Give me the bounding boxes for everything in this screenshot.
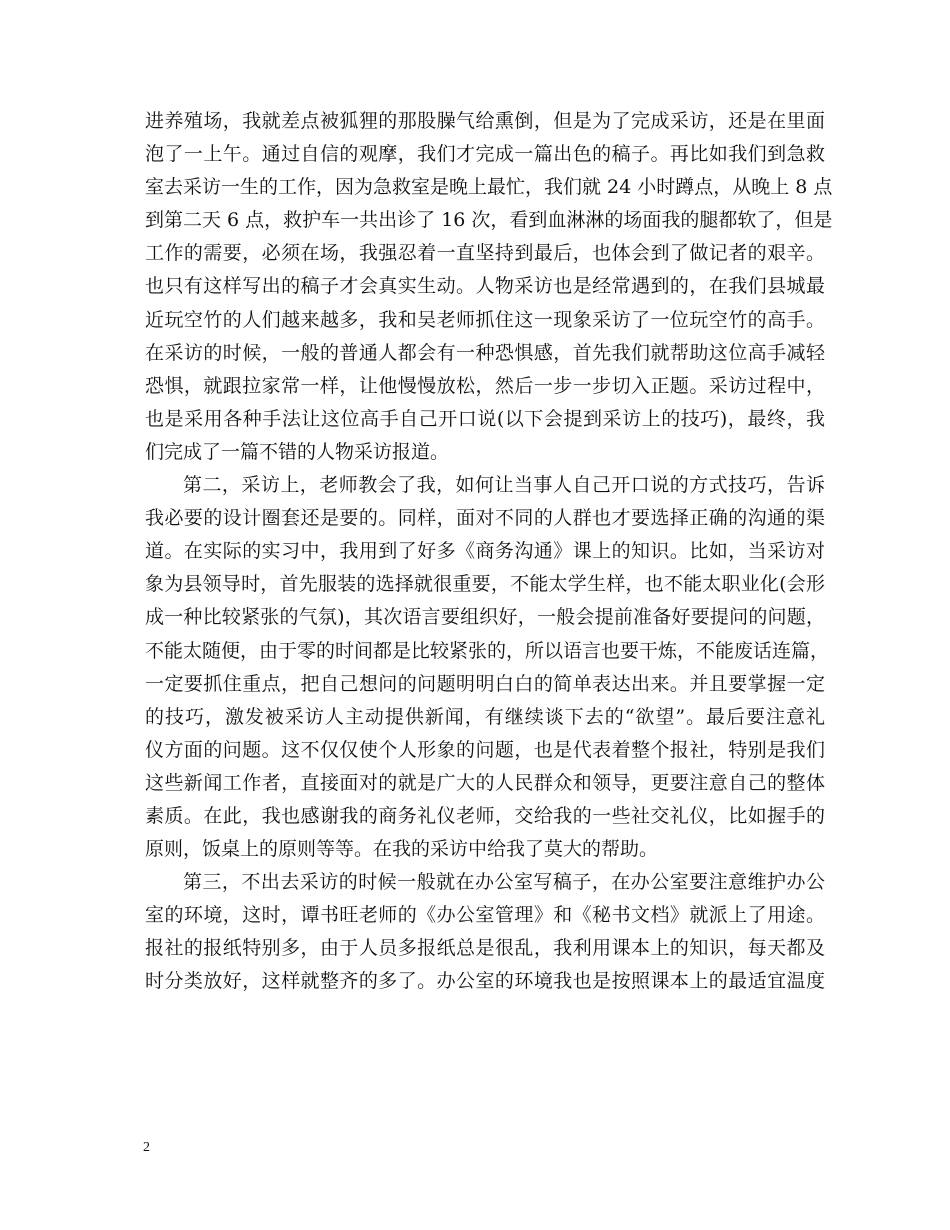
page-number: 2 xyxy=(143,1140,150,1155)
paragraph-first-line: 第二，采访上，老师教会了我，如何让当事人自己开口说的方式技巧，告诉 xyxy=(183,474,825,497)
text-line: 不能太随便，由于零的时间都是比较紧张的，所以语言也要干炼，不能废话连篇， xyxy=(145,639,830,662)
text-line: 仪方面的问题。这不仅仅使个人形象的问题，也是代表着整个报社，特别是我们 xyxy=(145,738,825,761)
text-line: 原则，饭桌上的原则等等。在我的采访中给我了莫大的帮助。 xyxy=(145,838,659,861)
text-line: 工作的需要，必须在场，我强忍着一直坚持到最后，也体会到了做记者的艰辛。 xyxy=(145,242,825,265)
text-line: 报社的报纸特别多，由于人员多报纸总是很乱，我利用课本上的知识，每天都及 xyxy=(145,937,825,960)
text-line: 室去采访一生的工作，因为急救室是晚上最忙，我们就 24 小时蹲点，从晚上 8 点 xyxy=(145,176,833,199)
text-line: 道。在实际的实习中，我用到了好多《商务沟通》课上的知识。比如，当采访对 xyxy=(145,540,825,563)
text-line: 近玩空竹的人们越来越多，我和吴老师抓住这一现象采访了一位玩空竹的高手。 xyxy=(145,308,825,331)
text-line: 泡了一上午。通过自信的观摩，我们才完成一篇出色的稿子。再比如我们到急救 xyxy=(145,143,825,166)
text-line: 素质。在此，我也感谢我的商务礼仪老师，交给我的一些社交礼仪，比如握手的 xyxy=(145,804,825,827)
text-line: 们完成了一篇不错的人物采访报道。 xyxy=(145,440,450,463)
text-line: 也是采用各种手法让这位高手自己开口说(以下会提到采访上的技巧)，最终，我 xyxy=(145,407,825,430)
paragraph-first-line: 第三，不出去采访的时候一般就在办公室写稿子，在办公室要注意维护办公 xyxy=(183,871,825,894)
text-line: 的技巧，激发被采访人主动提供新闻，有继续谈下去的“欲望”。最后要注意礼 xyxy=(145,705,825,728)
text-line: 室的环境，这时，谭书旺老师的《办公室管理》和《秘书文档》就派上了用途。 xyxy=(145,904,825,927)
text-line: 这些新闻工作者，直接面对的就是广大的人民群众和领导，更要注意自己的整体 xyxy=(145,771,825,794)
text-line: 进养殖场，我就差点被狐狸的那股臊气给熏倒，但是为了完成采访，还是在里面 xyxy=(145,110,825,132)
text-line: 成一种比较紧张的气氛)，其次语言要组织好，一般会提前准备好要提问的问题， xyxy=(145,606,825,629)
text-line: 我必要的设计圈套还是要的。同样，面对不同的人群也才要选择正确的沟通的渠 xyxy=(145,507,825,530)
text-line: 象为县领导时，首先服装的选择就很重要，不能太学生样，也不能太职业化(会形 xyxy=(145,573,825,596)
body-text xyxy=(145,105,833,999)
text-line: 一定要抓住重点，把自己想问的问题明明白白的简单表达出来。并且要掌握一定 xyxy=(145,672,825,695)
text-line: 在采访的时候，一般的普通人都会有一种恐惧感，首先我们就帮助这位高手减轻 xyxy=(145,341,825,364)
text-line: 时分类放好，这样就整齐的多了。办公室的环境我也是按照课本上的最适宜温度 xyxy=(145,970,825,993)
text-line: 也只有这样写出的稿子才会真实生动。人物采访也是经常遇到的，在我们县城最 xyxy=(145,275,825,298)
text-line: 恐惧，就跟拉家常一样，让他慢慢放松，然后一步一步切入正题。采访过程中， xyxy=(145,374,825,397)
text-line: 到第二天 6 点，救护车一共出诊了 16 次，看到血淋淋的场面我的腿都软了，但是 xyxy=(145,209,833,232)
